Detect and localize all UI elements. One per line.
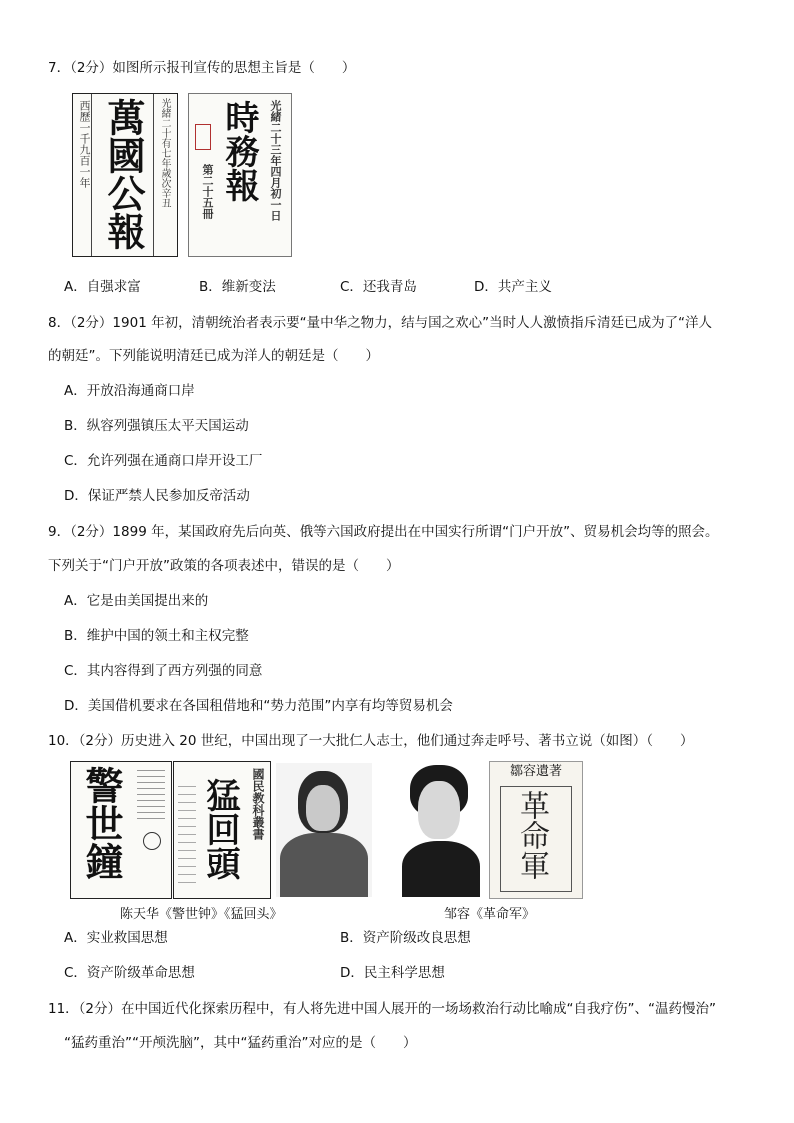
jingshizhong-cover <box>70 761 172 899</box>
q7-option-c[interactable]: C．还我青岛 <box>340 279 417 295</box>
q7-option-a[interactable]: A．自强求富 <box>64 279 141 295</box>
red-seal-icon <box>195 124 211 150</box>
q9-option-b[interactable]: B．维护中国的领土和主权完整 <box>64 628 249 644</box>
geming-title: 革命軍 <box>514 790 549 880</box>
shiwu-side-right: 光緒二十三年四月初一日 <box>269 100 282 221</box>
q10-stem: 10．（2分）历史进入 20 世纪，中国出现了一大批仁人志士，他们通过奔走呼号、著书立说（如图）（ ） <box>48 733 694 749</box>
wanguo-side-left: 西歷一千九百一年 <box>78 100 91 188</box>
q8-option-a[interactable]: A．开放沿海通商口岸 <box>64 383 195 399</box>
q11-stem-line2: “猛药重治”“开颅洗脑”，其中“猛药重治”对应的是（ ） <box>64 1035 417 1051</box>
q10-option-a[interactable]: A．实业救国思想 <box>64 930 168 946</box>
wanguo-title: 萬國公報 <box>101 98 146 250</box>
chen-tianhua-portrait <box>276 763 372 897</box>
portrait-face <box>306 785 340 831</box>
q8-option-c[interactable]: C．允许列强在通商口岸开设工厂 <box>64 453 263 469</box>
geming-author: 鄒容遺著 <box>509 764 562 779</box>
shiwu-issue: 第二十五冊 <box>201 164 214 219</box>
q10-option-b[interactable]: B．资产阶级改良思想 <box>340 930 471 946</box>
gemingjun-cover <box>489 761 583 899</box>
menghuitou-cover <box>173 761 271 899</box>
menghui-side: 國民教科叢書 <box>251 768 265 840</box>
q10-option-c[interactable]: C．资产阶级革命思想 <box>64 965 195 981</box>
q9-option-d[interactable]: D．美国借机要求在各国租借地和“势力范围”内享有均等贸易机会 <box>64 698 453 714</box>
seal-icon <box>143 832 161 850</box>
q7-option-b[interactable]: B．维新变法 <box>199 279 276 295</box>
q8-stem-line2: 的朝廷”。下列能说明清廷已成为洋人的朝廷是（ ） <box>48 348 379 364</box>
q8-option-d[interactable]: D．保证严禁人民参加反帝活动 <box>64 488 250 504</box>
shiwubao-cover <box>188 93 292 257</box>
zou-rong-portrait <box>400 763 482 897</box>
q8-stem-line1: 8．（2分）1901 年初，清朝统治者表示要“量中华之物力，结与国之欢心”当时人人激愤指斥清廷已成为了“洋人 <box>48 315 713 331</box>
jingshi-title: 警世鐘 <box>79 766 124 880</box>
q10-caption-left: 陈天华《警世钟》《猛回头》 <box>120 907 283 922</box>
q7-stem: 7．（2分）如图所示报刊宣传的思想主旨是（ ） <box>48 60 356 76</box>
portrait-face <box>418 781 460 839</box>
portrait-body <box>402 841 480 897</box>
q10-caption-right: 邹容《革命军》 <box>444 907 536 922</box>
q10-option-d[interactable]: D．民主科学思想 <box>340 965 445 981</box>
q9-stem-line1: 9．（2分）1899 年，某国政府先后向英、俄等六国政府提出在中国实行所谓“门户开放”、贸易机会均等的照会。 <box>48 524 719 540</box>
menghui-title: 猛回頭 <box>200 778 240 880</box>
q9-stem-line2: 下列关于“门户开放”政策的各项表述中，错误的是（ ） <box>48 558 400 574</box>
q8-option-b[interactable]: B．纵容列强镇压太平天国运动 <box>64 418 249 434</box>
wanguo-side-right: 光緒二十有七年歲次辛丑 <box>159 98 170 208</box>
q9-option-c[interactable]: C．其内容得到了西方列强的同意 <box>64 663 263 679</box>
q7-option-d[interactable]: D．共产主义 <box>474 279 552 295</box>
portrait-body <box>280 833 368 897</box>
shiwu-title: 時務報 <box>219 100 259 202</box>
q9-option-a[interactable]: A．它是由美国提出来的 <box>64 593 209 609</box>
wanguo-gongbao-cover <box>72 93 178 257</box>
q11-stem-line1: 11．（2分）在中国近代化探索历程中，有人将先进中国人展开的一场场救治行动比喻成“自我疗伤”、“温药慢治” <box>48 1001 716 1017</box>
